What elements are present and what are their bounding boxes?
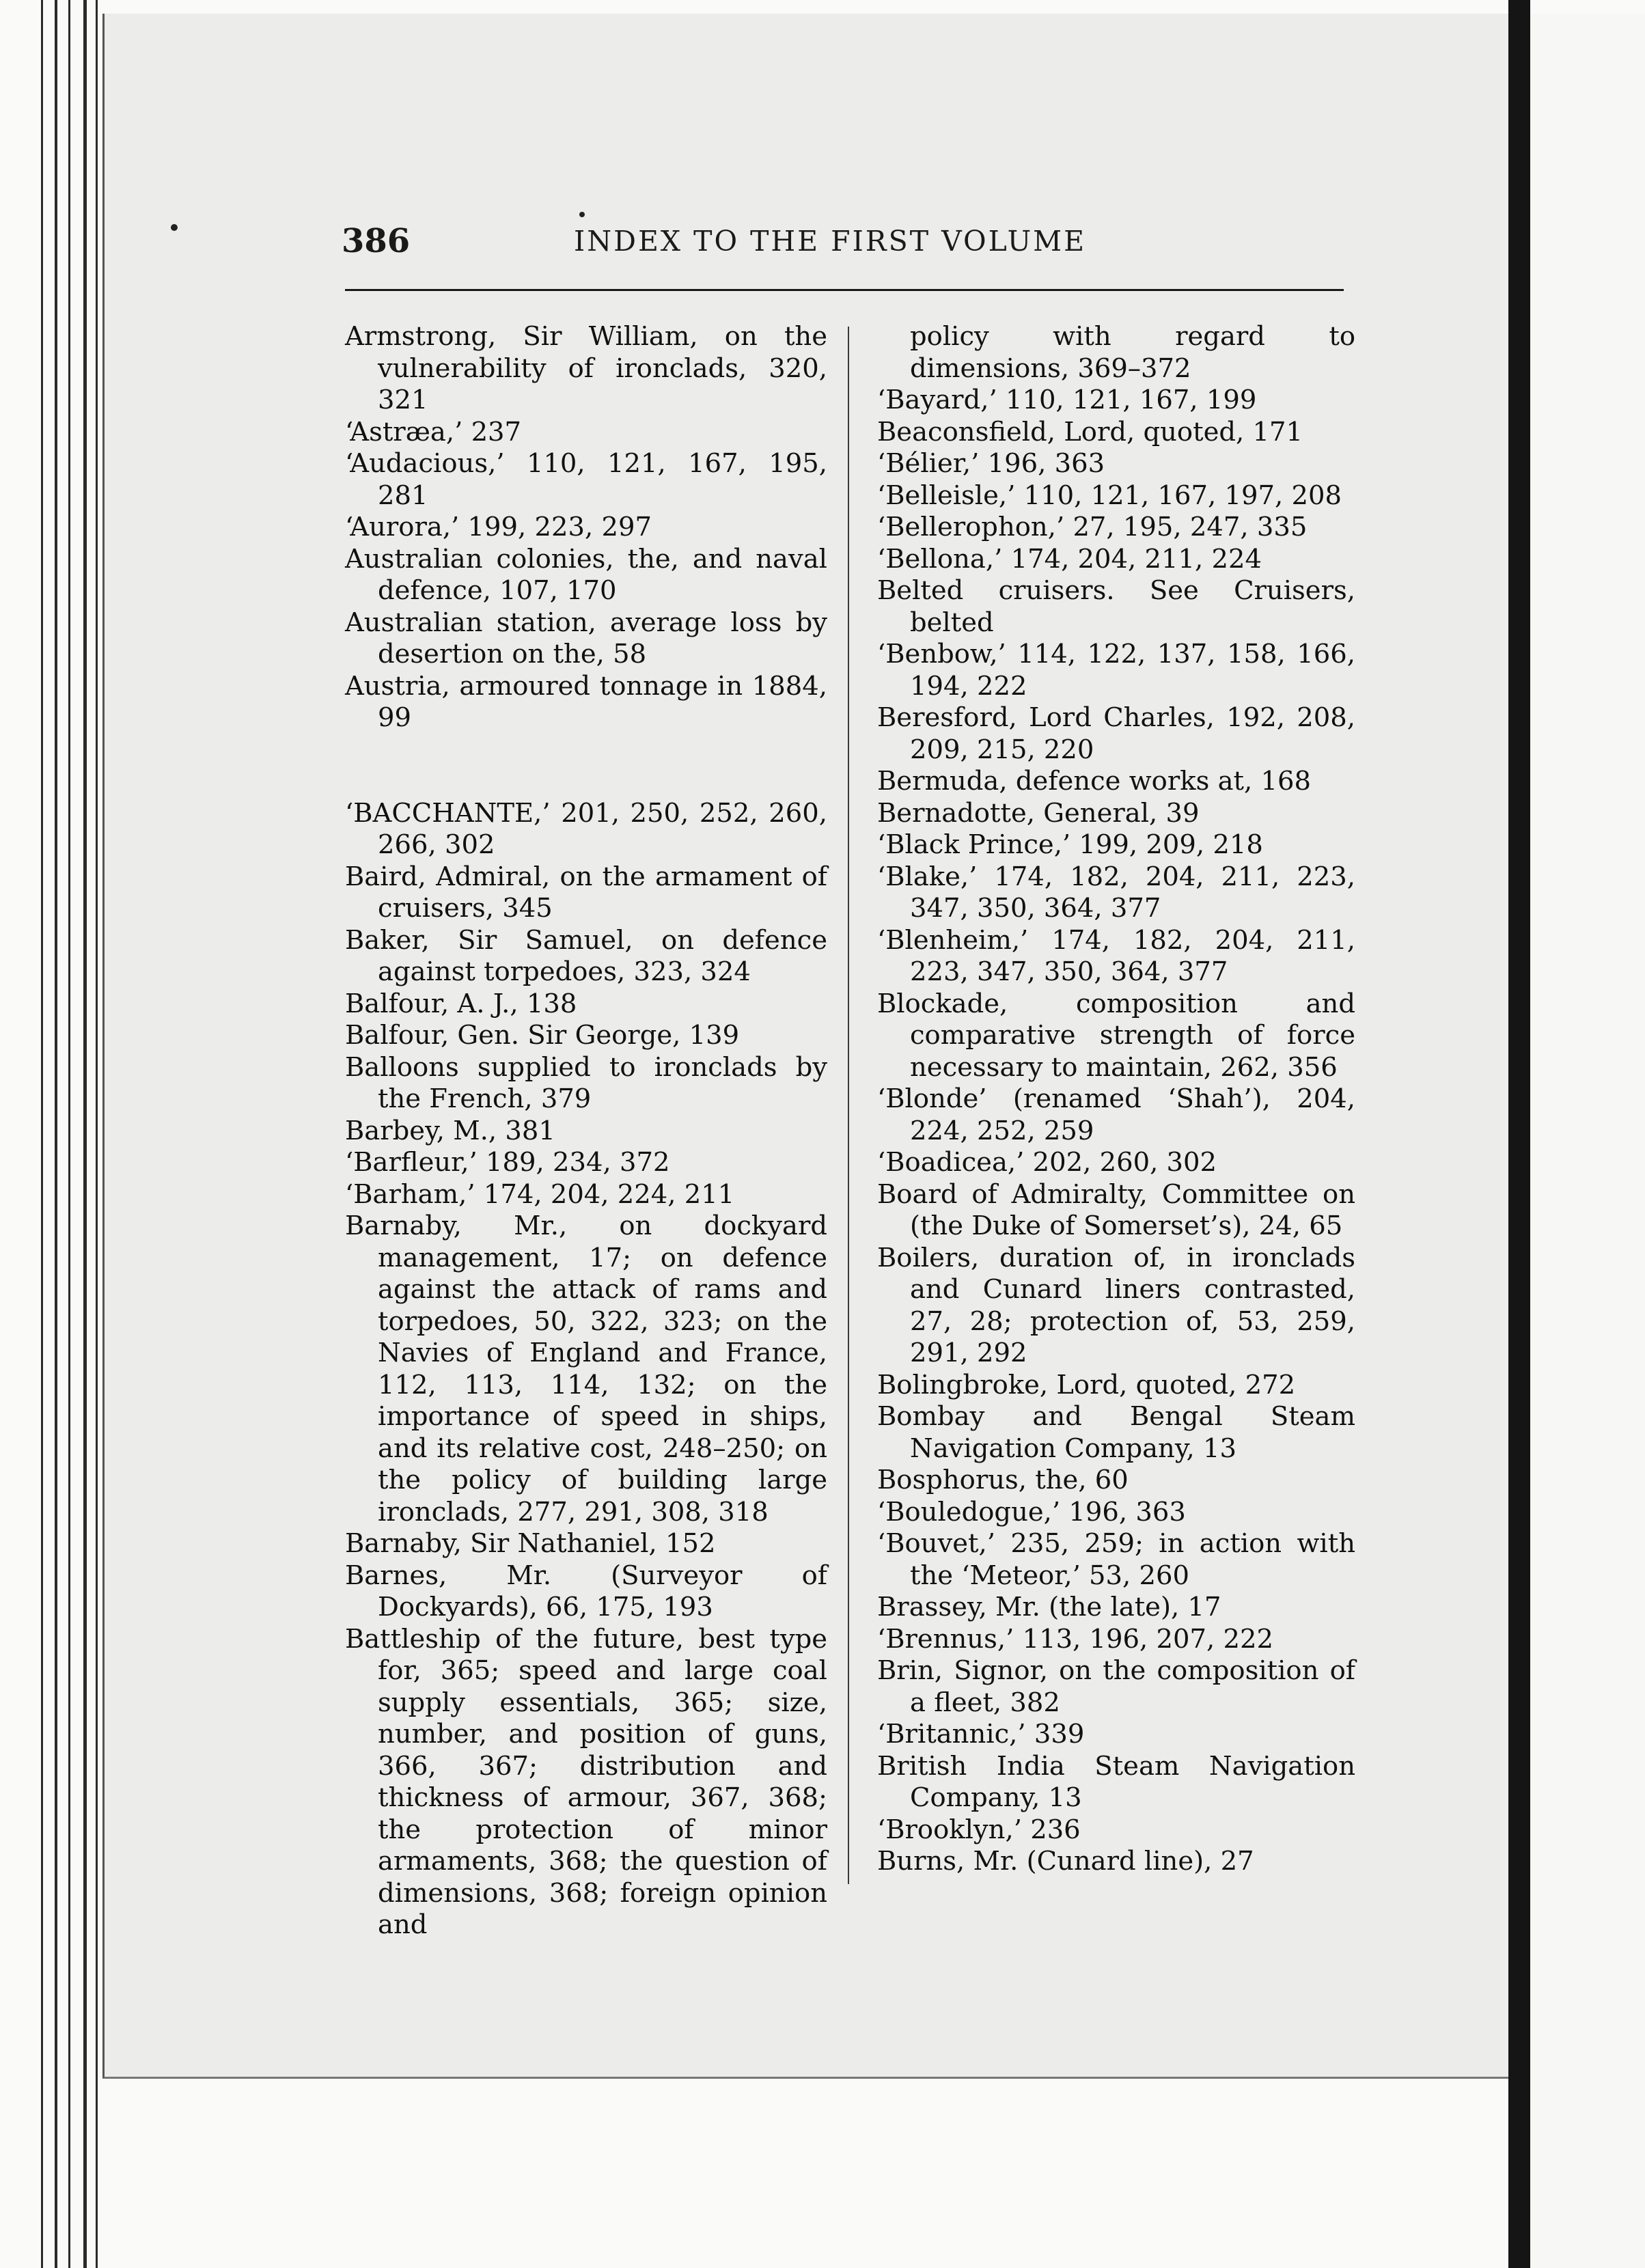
index-entry: Baker, Sir Samuel, on defence against torpedoes, 323, 324 bbox=[345, 924, 827, 987]
index-entry: ‘Brooklyn,’ 236 bbox=[877, 1814, 1081, 1845]
page-header bbox=[342, 222, 1346, 263]
index-column-left bbox=[345, 321, 827, 1941]
column-divider bbox=[848, 327, 849, 1884]
index-entry: ‘Boadicea,’ 202, 260, 302 bbox=[877, 1147, 1217, 1178]
index-entry: ‘Audacious,’ 110, 121, 167, 195, 281 bbox=[345, 448, 827, 511]
index-entry: Barnes, Mr. (Surveyor of Dockyards), 66, 175, 193 bbox=[345, 1560, 827, 1622]
index-entry: Belted cruisers. See Cruisers, belted bbox=[877, 575, 1355, 638]
index-entry: ‘Blenheim,’ 174, 182, 204, 211, 223, 347, 350, 364, 377 bbox=[877, 924, 1355, 987]
index-entry: Barbey, M., 381 bbox=[345, 1115, 555, 1146]
ink-speck bbox=[171, 224, 178, 231]
index-entry: Australian colonies, the, and naval defence, 107, 170 bbox=[345, 543, 827, 606]
index-entry: Blockade, composition and comparative strength of force necessary to maintain, 262, 356 bbox=[877, 988, 1355, 1083]
index-entry: Australian station, average loss by desertion on the, 58 bbox=[345, 607, 827, 669]
index-entry: ‘BACCHANTE,’ 201, 250, 252, 260, 266, 302 bbox=[345, 797, 827, 860]
index-entry: ‘Blonde’ (renamed ‘Shah’), 204, 224, 252, 259 bbox=[877, 1083, 1355, 1146]
index-entry: ‘Black Prince,’ 199, 209, 218 bbox=[877, 829, 1263, 860]
header-rule bbox=[345, 289, 1344, 291]
index-entry: Austria, armoured tonnage in 1884, 99 bbox=[345, 670, 827, 733]
index-entry: ‘Bellona,’ 174, 204, 211, 224 bbox=[877, 543, 1262, 575]
index-entry: ‘Bouvet,’ 235, 259; in action with the ‘Meteor,’ 53, 260 bbox=[877, 1528, 1355, 1591]
index-entry: Bosphorus, the, 60 bbox=[877, 1465, 1129, 1495]
index-entry: Balfour, A. J., 138 bbox=[345, 988, 577, 1019]
index-entry: ‘Barfleur,’ 189, 234, 372 bbox=[345, 1147, 670, 1178]
index-entry: Bermuda, defence works at, 168 bbox=[877, 766, 1311, 797]
index-entry: Battleship of the future, best type for, 365; speed and large coal supply essentials, 365; size, number, and position of guns, 366, 367; distribution and thickness of armour, 367, 368; the protection of minor armaments, 368; the question of dimensions, 368; foreign opinion and bbox=[345, 1623, 827, 1940]
facing-page-edge bbox=[1530, 14, 1645, 2268]
ink-speck bbox=[579, 212, 585, 217]
index-entry: Baird, Admiral, on the armament of cruisers, 345 bbox=[345, 861, 827, 924]
index-entry: ‘Britannic,’ 339 bbox=[877, 1719, 1085, 1750]
index-entry: Brin, Signor, on the composition of a fleet, 382 bbox=[877, 1655, 1355, 1718]
index-entry: ‘Aurora,’ 199, 223, 297 bbox=[345, 512, 652, 542]
index-entry: ‘Bellerophon,’ 27, 195, 247, 335 bbox=[877, 512, 1308, 542]
index-entry: ‘Bayard,’ 110, 121, 167, 199 bbox=[877, 385, 1257, 415]
index-entry: Burns, Mr. (Cunard line), 27 bbox=[877, 1846, 1254, 1877]
running-title: INDEX TO THE FIRST VOLUME bbox=[574, 225, 1087, 258]
index-entry: ‘Belleisle,’ 110, 121, 167, 197, 208 bbox=[877, 480, 1342, 511]
index-entry: Balloons supplied to ironclads by the French, 379 bbox=[345, 1051, 827, 1114]
index-entry: Brassey, Mr. (the late), 17 bbox=[877, 1592, 1221, 1622]
index-entry: ‘Blake,’ 174, 182, 204, 211, 223, 347, 350, 364, 377 bbox=[877, 861, 1355, 924]
book-gutter bbox=[1508, 0, 1530, 2268]
index-entry: ‘Astræa,’ 237 bbox=[345, 416, 522, 447]
page-edge-line bbox=[41, 0, 43, 2268]
index-entry: Beaconsfield, Lord, quoted, 171 bbox=[877, 416, 1303, 447]
index-entry: Boilers, duration of, in ironclads and Cunard liners contrasted, 27, 28; protection of, 53, 259, 291, 292 bbox=[877, 1242, 1355, 1368]
index-entry: ‘Brennus,’ 113, 196, 207, 222 bbox=[877, 1623, 1273, 1655]
index-entry-continuation: policy with regard to dimensions, 369–372 bbox=[910, 321, 1355, 384]
index-entry: Armstrong, Sir William, on the vulnerability of ironclads, 320, 321 bbox=[345, 321, 827, 415]
index-entry: Bolingbroke, Lord, quoted, 272 bbox=[877, 1369, 1296, 1400]
index-entry: ‘Bouledogue,’ 196, 363 bbox=[877, 1496, 1186, 1527]
page-number: 386 bbox=[342, 222, 411, 260]
index-entry: ‘Barham,’ 174, 204, 224, 211 bbox=[345, 1178, 735, 1210]
page-edge-line bbox=[83, 0, 87, 2268]
index-entry: Bombay and Bengal Steam Navigation Company, 13 bbox=[877, 1401, 1355, 1464]
index-entry: Board of Admiralty, Committee on (the Duke of Somerset’s), 24, 65 bbox=[877, 1178, 1355, 1241]
index-entry: Beresford, Lord Charles, 192, 208, 209, 215, 220 bbox=[877, 702, 1355, 765]
index-entry: Bernadotte, General, 39 bbox=[877, 797, 1200, 829]
index-entry: ‘Benbow,’ 114, 122, 137, 158, 166, 194, 222 bbox=[877, 639, 1355, 702]
index-entry: British India Steam Navigation Company, 13 bbox=[877, 1750, 1355, 1813]
index-entry: ‘Bélier,’ 196, 363 bbox=[877, 448, 1105, 479]
page-edge-line bbox=[55, 0, 57, 2268]
page-edge-line bbox=[96, 0, 98, 2268]
index-column-right bbox=[877, 321, 1355, 1878]
index-entry: Barnaby, Sir Nathaniel, 152 bbox=[345, 1528, 716, 1559]
section-gap bbox=[345, 734, 827, 798]
index-entry: Barnaby, Mr., on dockyard management, 17; on defence against the attack of rams and torpedoes, 50, 322, 323; on the Navies of England and France, 112, 113, 114, 132; on the importance of speed in ships, and its relative cost, 248–250; on the policy of building large ironclads, 277, 291, 308, 318 bbox=[345, 1211, 827, 1527]
index-entry: Balfour, Gen. Sir George, 139 bbox=[345, 1020, 740, 1051]
page-edge-line bbox=[68, 0, 70, 2268]
